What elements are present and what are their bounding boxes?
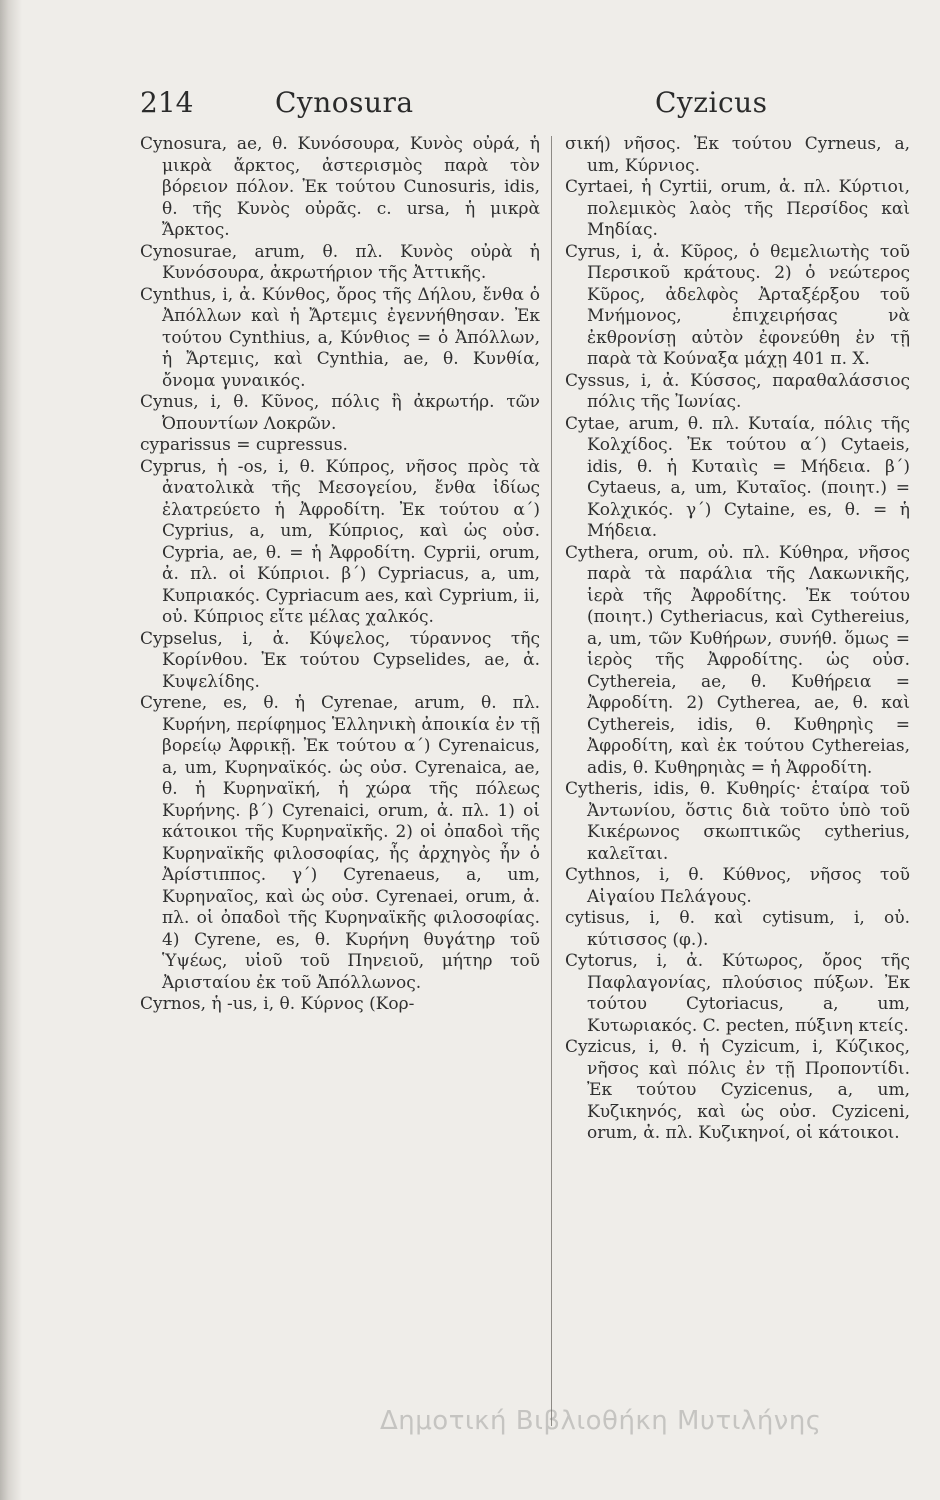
page-number: 214 <box>140 86 194 119</box>
dictionary-entry: σική) νῆσος. Ἐκ τούτου Cyrneus, a, um, Κύρνιος. <box>565 134 910 176</box>
dictionary-entry: cyparissus = cupressus. <box>140 435 348 455</box>
running-head-left: Cynosura <box>275 86 414 119</box>
library-watermark: Δημοτική Βιβλιοθήκη Μυτιλήνης <box>380 1406 822 1436</box>
dictionary-entry: Cyrene, es, θ. ἡ Cyrenae, arum, θ. πλ. Κυρήνη, περίφημος Ἑλληνικὴ ἀποικία ἐν τῇ βορείῳ Ἀφρικῇ. Ἐκ τούτου α΄) Cyrenaicus, a, um, Κυρηναϊκός. ὡς οὐσ. Cyrenaica, ae, θ. ἡ Κυρηναϊκή, ἡ χώρα τῆς πόλεως Κυρήνης. β΄) Cyrenaici, orum, ἀ. πλ. 1) οἱ κάτοικοι τῆς Κυρηναϊκῆς. 2) οἱ ὀπαδοὶ τῆς Κυρηναϊκῆς φιλοσοφίας, ἧς ἀρχηγὸς ἦν ὁ Ἀρίστιππος. γ΄) Cyrenaeus, a, um, Κυρηναῖος, καὶ ὡς οὐσ. Cyrenaei, orum, ἀ. πλ. οἱ ὀπαδοὶ τῆς Κυρηναϊκῆς φιλοσοφίας. 4) Cyrene, es, θ. Κυρήνη θυγάτηρ τοῦ Ὑψέως, υἱοῦ τοῦ Πηνειοῦ, μήτηρ τοῦ Ἀρισταίου ἐκ τοῦ Ἀπόλλωνος. <box>140 693 540 993</box>
dictionary-entry: Cyrus, i, ἀ. Κῦρος, ὁ θεμελιωτὴς τοῦ Περσικοῦ κράτους. 2) ὁ νεώτερος Κῦρος, ἀδελφὸς Ἀρταξέρξου τοῦ Μνήμονος, ἐπιχειρήσας νὰ ἐκθρονίσῃ αὐτὸν ἐφονεύθη ἐν τῇ παρὰ τὰ Κούναξα μάχῃ 401 π. Χ. <box>565 241 910 369</box>
dictionary-entry: Cytae, arum, θ. πλ. Κυταία, πόλις τῆς Κολχίδος. Ἐκ τούτου α΄) Cytaeis, idis, θ. ἡ Κυταιὶς = Μήδεια. β΄) Cytaeus, a, um, Κυταῖος. (ποιητ.) = Κολχικός. γ΄) Cytaine, es, θ. = ἡ Μήδεια. <box>565 413 910 541</box>
column-divider <box>551 136 552 1426</box>
left-column <box>140 134 540 1016</box>
dictionary-entry: Cyzicus, i, θ. ἡ Cyzicum, i, Κύζικος, νῆσος καὶ πόλις ἐν τῇ Προποντίδι. Ἐκ τούτου Cyzicenus, a, um, Κυζικηνός, καὶ ὡς οὐσ. Cyziceni, orum, ἀ. πλ. Κυζικηνοί, οἱ κάτοικοι. <box>565 1037 910 1143</box>
dictionary-entry: cytisus, i, θ. καὶ cytisum, i, οὐ. κύτισσος (φ.). <box>565 908 910 950</box>
dictionary-entry: Cythnos, i, θ. Κύθνος, νῆσος τοῦ Αἰγαίου Πελάγους. <box>565 865 910 907</box>
dictionary-entry: Cytheris, idis, θ. Κυθηρίς· ἑταίρα τοῦ Ἀντωνίου, ὅστις διὰ τοῦτο ὑπὸ τοῦ Κικέρωνος σκωπτικῶς cytherius, καλεῖται. <box>565 779 910 864</box>
dictionary-entry: Cytorus, i, ἀ. Κύτωρος, ὄρος τῆς Παφλαγονίας, πλούσιος πύξων. Ἐκ τούτου Cytoriacus, a, um, Κυτωριακός. C. pecten, πύξινη κτείς. <box>565 951 910 1036</box>
dictionary-entry: Cynthus, i, ἀ. Κύνθος, ὄρος τῆς Δήλου, ἔνθα ὁ Ἀπόλλων καὶ ἡ Ἄρτεμις ἐγεννήθησαν. Ἐκ τούτου Cynthius, a, Κύνθιος = ὁ Ἀπόλλων, ἡ Ἄρτεμις, καὶ Cynthia, ae, θ. Κυνθία, ὄνομα γυναικός. <box>140 284 540 391</box>
dictionary-entry: Cyssus, i, ἀ. Κύσσος, παραθαλάσσιος πόλις τῆς Ἰωνίας. <box>565 370 910 412</box>
page-edge-shadow <box>0 0 22 1500</box>
dictionary-entry: Cynosura, ae, θ. Κυνόσουρα, Κυνὸς οὐρά, ἡ μικρὰ ἄρκτος, ἀστερισμὸς παρὰ τὸν βόρειον πόλον. Ἐκ τούτου Cunosuris, idis, θ. τῆς Κυνὸς οὐρᾶς. c. ursa, ἡ μικρὰ Ἄρκτος. <box>140 134 540 240</box>
dictionary-entry: Cynus, i, θ. Κῦνος, πόλις ἢ ἀκρωτήρ. τῶν Ὀπουντίων Λοκρῶν. <box>140 392 540 434</box>
dictionary-entry: Cypselus, i, ἀ. Κύψελος, τύραννος τῆς Κορίνθου. Ἐκ τούτου Cypselides, ae, ἀ. Κυψελίδης. <box>140 628 540 692</box>
dictionary-entry: Cyrnos, ἡ -us, i, θ. Κύρνος (Κορ- <box>140 994 415 1014</box>
dictionary-entry: Cyrtaei, ἡ Cyrtii, orum, ἀ. πλ. Κύρτιοι, πολεμικὸς λαὸς τῆς Περσίδος καὶ Μηδίας. <box>565 177 910 240</box>
right-column <box>565 134 910 1145</box>
dictionary-entry: Cythera, orum, οὐ. πλ. Κύθηρα, νῆσος παρὰ τὰ παράλια τῆς Λακωνικῆς, ἱερὰ τῆς Ἀφροδίτης. Ἐκ τούτου (ποιητ.) Cytheriacus, καὶ Cythereius, a, um, τῶν Κυθήρων, συνήθ. ὅμως = ἱερὸς τῆς Ἀφροδίτης. ὡς οὐσ. Cythereia, ae, θ. Κυθήρεια = Ἀφροδίτη. 2) Cytherea, ae, θ. καὶ Cythereis, idis, θ. Κυθηρηὶς = Ἀφροδίτη, καὶ ἐκ τούτου Cythereias, adis, θ. Κυθηρηιὰς = ἡ Ἀφροδίτη. <box>565 542 910 778</box>
dictionary-entry: Cynosurae, arum, θ. πλ. Κυνὸς οὐρὰ ἡ Κυνόσουρα, ἀκρωτήριον τῆς Ἀττικῆς. <box>140 241 540 283</box>
dictionary-entry: Cyprus, ἡ -os, i, θ. Κύπρος, νῆσος πρὸς τὰ ἀνατολικὰ τῆς Μεσογείου, ἔνθα ἰδίως ἐλατρεύετο ἡ Ἀφροδίτη. Ἐκ τούτου α΄) Cyprius, a, um, Κύπριος, καὶ ὡς οὐσ. Cypria, ae, θ. = ἡ Ἀφροδίτη. Cyprii, orum, ἀ. πλ. οἱ Κύπριοι. β΄) Cypriacus, a, um, Κυπριακός. Cypriacum aes, καὶ Cyprium, ii, οὐ. Κύπριος εἴτε μέλας χαλκός. <box>140 456 540 627</box>
running-head-right: Cyzicus <box>655 86 768 119</box>
